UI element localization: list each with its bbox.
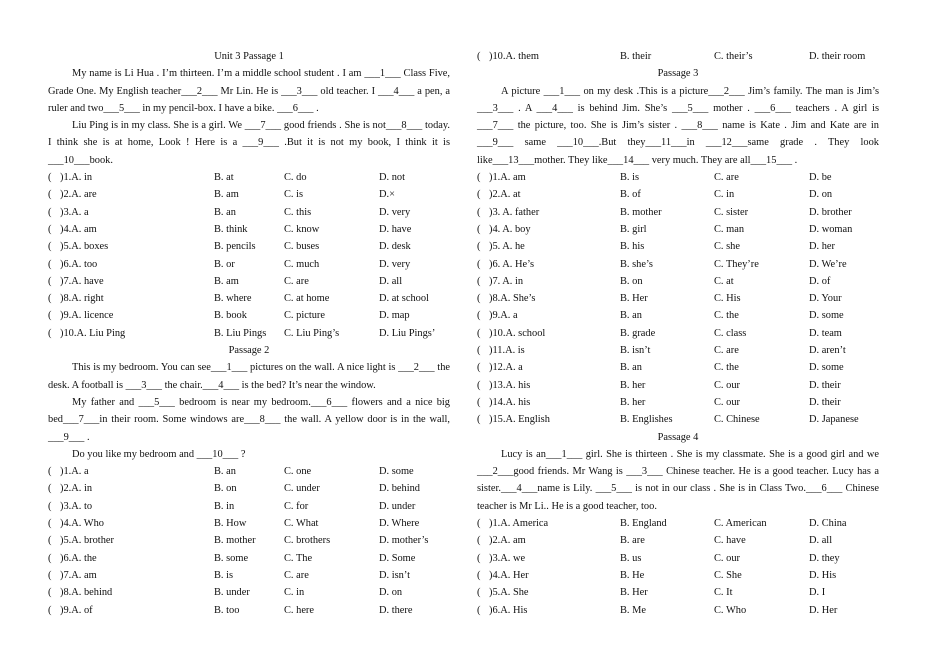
question-row (477, 48, 879, 65)
answer-bracket: ( (477, 327, 481, 339)
question-row (48, 325, 450, 342)
question-option: D. have (379, 223, 412, 235)
passage-4-title: Passage 4 (657, 431, 699, 443)
question-option: D. there (379, 604, 413, 616)
answer-bracket: ( (48, 604, 52, 616)
answer-bracket: ( (477, 535, 481, 547)
question-option: C. our (714, 552, 740, 564)
answer-bracket: ( (48, 293, 52, 305)
question-option: B. am (214, 189, 239, 201)
question-option: D. all (379, 275, 403, 287)
answer-bracket: ( (477, 379, 481, 391)
question-option: C. here (284, 604, 315, 616)
passage-2-questions (48, 463, 450, 619)
question-option: C. are (714, 172, 739, 184)
question-option: C. our (714, 379, 740, 391)
question-option: C. for (284, 500, 309, 512)
question-option: C. Liu Ping’s (284, 327, 340, 339)
question-option: B. England (620, 518, 667, 530)
question-row (48, 221, 450, 238)
question-row (477, 256, 879, 273)
question-row (48, 463, 450, 480)
question-option: C. picture (284, 310, 325, 322)
question-option: D. Your (809, 293, 842, 305)
question-row (48, 290, 450, 307)
left-column (48, 48, 450, 619)
question-option: B. Her (620, 587, 648, 599)
question-option-a: )3.A. we (489, 552, 526, 564)
question-option-a: )10.A. them (489, 51, 539, 62)
question-row (477, 567, 879, 584)
question-option: C. the (714, 310, 739, 322)
answer-bracket: ( (48, 500, 52, 512)
question-option: B. in (214, 500, 235, 512)
question-option: C. man (714, 223, 745, 235)
question-row (48, 550, 450, 567)
question-row (477, 307, 879, 324)
passage-2-title: Passage 2 (228, 345, 270, 357)
question-row (48, 273, 450, 290)
question-row (48, 186, 450, 203)
question-option: D. they (809, 552, 840, 564)
question-option: B. her (620, 379, 646, 391)
question-option-a: )4.A. Who (60, 518, 104, 530)
answer-bracket: ( (477, 569, 481, 581)
question-option: B. Her (620, 293, 648, 305)
question-option: D. at school (379, 293, 429, 305)
question-option: B. think (214, 223, 248, 235)
question-option-a: )2.A. at (489, 189, 521, 201)
question-row (477, 221, 879, 238)
answer-bracket: ( (48, 466, 52, 478)
question-option-a: )13.A. his (489, 379, 531, 391)
question-option: C. class (714, 327, 747, 339)
answer-bracket: ( (48, 535, 52, 547)
question-row (48, 204, 450, 221)
question-option: D. China (809, 518, 847, 530)
question-option: D. very (379, 258, 411, 270)
question-option: C. buses (284, 241, 320, 253)
question-option-a: )9.A. a (489, 310, 518, 322)
question-option: C. American (714, 518, 767, 530)
question-option: D. map (379, 310, 410, 322)
question-option-a: )1.A. a (60, 466, 89, 478)
question-option-a: )5.A. brother (60, 535, 114, 547)
question-option: D. their (809, 379, 841, 391)
question-option: C. have (714, 535, 746, 547)
question-option: D. Japanese (809, 414, 859, 426)
question-option: C. do (284, 172, 307, 184)
question-option-a: )3.A. a (60, 206, 89, 218)
answer-bracket: ( (48, 483, 52, 495)
question-option: C. The (284, 552, 313, 564)
question-option: C. What (284, 518, 319, 530)
question-row (48, 256, 450, 273)
question-option-a: )3.A. to (60, 500, 93, 512)
question-option: D. brother (809, 206, 852, 218)
question-option: B. girl (620, 223, 647, 235)
question-option-a: )6.A. too (60, 258, 98, 270)
question-option-a: )6. A. He’s (489, 258, 535, 270)
question-option: C. their’s (714, 51, 753, 62)
paragraph: Lucy is an___1___ girl. She is thirteen . She is my classmate. She is a good girl and we ___2___good friends. Mr Wang is ___3___ Chinese teacher. He is a good teacher. Lucy has a sister.___4___name is Lily. ___5___ is not in our class . She is in Class Two.___6___ Chinese teacher is Mr Li.. He is a good teacher, too. (477, 448, 879, 512)
question-option-a: )5.A. boxes (60, 241, 109, 253)
question-row (477, 290, 879, 307)
passage-2-text (48, 359, 450, 463)
question-row (477, 411, 879, 428)
question-option: B. she’s (620, 258, 653, 270)
answer-bracket: ( (48, 310, 52, 322)
question-option: B. Liu Pings (214, 327, 267, 339)
question-option: D. some (379, 466, 414, 478)
question-option: D. on (379, 587, 403, 599)
question-option: D. of (809, 275, 831, 287)
answer-bracket: ( (477, 293, 481, 305)
question-option: B. where (214, 293, 252, 305)
question-option: C. are (714, 345, 739, 357)
answer-bracket: ( (477, 362, 481, 374)
question-option-a: )4. A. boy (489, 223, 531, 235)
question-option: B. an (620, 362, 642, 374)
answer-bracket: ( (477, 241, 481, 253)
question-row (477, 602, 879, 619)
question-row (477, 169, 879, 186)
answer-bracket: ( (48, 189, 52, 201)
question-option: C. brothers (284, 535, 331, 547)
answer-bracket: ( (477, 396, 481, 408)
question-option: C. It (714, 587, 733, 599)
question-option-a: )5. A. he (489, 241, 525, 253)
answer-bracket: ( (477, 552, 481, 564)
question-row (48, 498, 450, 515)
question-option: C. Who (714, 604, 747, 616)
question-option: D. some (809, 310, 844, 322)
question-option-a: )14.A. his (489, 396, 531, 408)
question-row (477, 515, 879, 532)
question-option: D. His (809, 569, 837, 581)
right-column (477, 48, 879, 619)
question-row (48, 169, 450, 186)
question-row (477, 359, 879, 376)
question-row (477, 550, 879, 567)
answer-bracket: ( (48, 569, 52, 581)
question-option-a: )2.A. in (60, 483, 93, 495)
answer-bracket: ( (477, 172, 481, 184)
question-option: B. an (214, 466, 236, 478)
answer-bracket: ( (477, 604, 481, 616)
question-option: D.× (379, 189, 395, 201)
question-option: C. the (714, 362, 739, 374)
question-option: C. She (714, 569, 742, 581)
answer-bracket: ( (48, 172, 52, 184)
question-option: C. in (284, 587, 305, 599)
question-option: B. an (620, 310, 642, 322)
question-option: C. much (284, 258, 320, 270)
question-option: B. isn’t (620, 345, 651, 357)
paragraph: Liu Ping is in my class. She is a girl. We ___7___ good friends . She is not___8___ today. I think she is at home, Look ! Here is a ___9___ .But it is not my book, I think it is ___10___book. (48, 120, 450, 166)
question-option: B. is (214, 569, 234, 581)
question-option: C. one (284, 466, 312, 478)
answer-bracket: ( (48, 552, 52, 564)
passage-1-title: Unit 3 Passage 1 (214, 51, 284, 62)
answer-bracket: ( (477, 310, 481, 322)
question-option: D. her (809, 241, 835, 253)
question-option: D. be (809, 172, 832, 184)
answer-bracket: ( (48, 587, 52, 599)
question-option: D. mother’s (379, 535, 429, 547)
question-option-a: )7.A. am (60, 569, 97, 581)
question-option: B. are (620, 535, 645, 547)
question-option: B. mother (214, 535, 256, 547)
question-option: D. desk (379, 241, 411, 253)
passage-3-title: Passage 3 (657, 68, 699, 80)
question-option: D. Where (379, 518, 420, 530)
answer-bracket: ( (477, 587, 481, 599)
answer-bracket: ( (477, 206, 481, 218)
answer-bracket: ( (477, 414, 481, 426)
answer-bracket: ( (48, 327, 52, 339)
answer-bracket: ( (477, 258, 481, 270)
question-option: B. He (620, 569, 645, 581)
question-option: C. at home (284, 293, 330, 305)
question-row (477, 238, 879, 255)
question-option-a: )12.A. a (489, 362, 523, 374)
paragraph: This is my bedroom. You can see___1___ pictures on the wall. A nice light is ___2___ the desk. A football is ___3___ the chair.___4___ is the bed? It’s near the window. (48, 362, 450, 391)
question-option: D. their room (809, 51, 866, 62)
question-row (477, 394, 879, 411)
answer-bracket: ( (48, 518, 52, 530)
question-option: C. this (284, 206, 312, 218)
question-option: C. are (284, 275, 309, 287)
question-option: B. is (620, 172, 640, 184)
question-option: D. We’re (809, 258, 847, 270)
question-option: D. Liu Pings’ (379, 327, 436, 339)
question-option: B. How (214, 518, 247, 530)
question-row (48, 532, 450, 549)
question-row (48, 602, 450, 619)
question-option: B. his (620, 241, 645, 253)
paragraph: My father and ___5___ bedroom is near my bedroom.___6___ flowers and a nice big bed___7___in their room. Some windows are___8___ the wall. A yellow door is in the wall, ___9___ . (48, 396, 450, 443)
answer-bracket: ( (477, 518, 481, 530)
question-option-a: )7.A. have (60, 275, 104, 287)
question-option: C. know (284, 223, 320, 235)
question-option: B. too (214, 604, 240, 616)
question-option-a: )4.A. Her (489, 569, 529, 581)
question-option-a: )2.A. am (489, 535, 526, 547)
question-option: D. isn’t (379, 569, 410, 581)
question-option: C. sister (714, 206, 749, 218)
question-option-a: )11.A. is (489, 345, 525, 357)
question-option: D. all (809, 535, 833, 547)
question-option-a: )2.A. are (60, 189, 97, 201)
question-row (48, 307, 450, 324)
question-row (477, 204, 879, 221)
question-option-a: )9.A. of (60, 604, 93, 616)
question-option: B. Englishes (620, 414, 673, 426)
passage-3-questions (477, 169, 879, 428)
passage-2-question-10 (477, 48, 879, 65)
question-row (48, 515, 450, 532)
paragraph: Do you like my bedroom and ___10___ ? (72, 448, 246, 460)
question-option: B. pencils (214, 241, 256, 253)
question-option: C. are (284, 569, 309, 581)
question-option-a: )10.A. Liu Ping (60, 327, 126, 339)
question-row (477, 325, 879, 342)
question-option: D. Some (379, 552, 416, 564)
answer-bracket: ( (48, 223, 52, 235)
question-option: C. in (714, 189, 735, 201)
question-option: D. under (379, 500, 416, 512)
question-option: B. book (214, 310, 247, 322)
question-row (48, 584, 450, 601)
question-row (477, 584, 879, 601)
paragraph: A picture ___1___ on my desk .This is a picture___2___ Jim’s family. The man is Jim’s ___3___ . A ___4___ is behind Jim. She’s ___5___ mother . ___6___ teachers . A girl is ___7___ the picture, too. She is Jim’s sister . ___8___ name is Kate . Jim and Kate are in ___9___ same ___10___.But they___11___in ___12___same grade . They look like___13___mother. They like___14___ very much. They are all___15___ . (477, 85, 879, 166)
question-option-a: )1.A. am (489, 172, 526, 184)
question-option-a: )15.A. English (489, 414, 550, 426)
question-row (48, 567, 450, 584)
answer-bracket: ( (477, 189, 481, 201)
question-option: B. her (620, 396, 646, 408)
answer-bracket: ( (48, 275, 52, 287)
question-option: C. she (714, 241, 740, 253)
question-option-a: )8.A. right (60, 293, 104, 305)
question-option: D. their (809, 396, 841, 408)
passage-4-questions (477, 515, 879, 619)
question-option: B. am (214, 275, 239, 287)
answer-bracket: ( (48, 258, 52, 270)
question-option: D. aren’t (809, 345, 846, 357)
question-option-a: )1.A. in (60, 172, 93, 184)
question-option-a: )6.A. the (60, 552, 97, 564)
question-option: D. not (379, 172, 405, 184)
question-row (477, 532, 879, 549)
question-option: D. team (809, 327, 842, 339)
question-option: C. is (284, 189, 304, 201)
question-option: C. They’re (714, 258, 759, 270)
question-option: B. an (214, 206, 236, 218)
question-option: C. at (714, 275, 734, 287)
passage-4-text (477, 446, 879, 515)
question-option: B. Me (620, 604, 646, 616)
question-option: D. very (379, 206, 411, 218)
question-option: D. woman (809, 223, 853, 235)
question-option: D. on (809, 189, 833, 201)
passage-1-questions (48, 169, 450, 342)
question-option-a: )3. A. father (489, 206, 540, 218)
question-option-a: )9.A. licence (60, 310, 114, 322)
answer-bracket: ( (477, 51, 481, 62)
question-option-a: )5.A. She (489, 587, 529, 599)
answer-bracket: ( (477, 275, 481, 287)
question-option: B. on (214, 483, 237, 495)
question-option: B. or (214, 258, 235, 270)
question-row (48, 238, 450, 255)
question-option: B. on (620, 275, 643, 287)
question-option: B. some (214, 552, 249, 564)
question-option: C. under (284, 483, 320, 495)
question-option: B. their (620, 51, 652, 62)
question-row (477, 186, 879, 203)
question-option: D. I (809, 587, 826, 599)
question-option: B. under (214, 587, 250, 599)
question-option: D. some (809, 362, 844, 374)
question-option: B. of (620, 189, 641, 201)
question-option-a: )1.A. America (489, 518, 549, 530)
answer-bracket: ( (48, 206, 52, 218)
question-option: B. at (214, 172, 234, 184)
question-option-a: )8.A. behind (60, 587, 113, 599)
question-row (477, 377, 879, 394)
answer-bracket: ( (477, 223, 481, 235)
answer-bracket: ( (48, 241, 52, 253)
question-option-a: )8.A. She’s (489, 293, 536, 305)
passage-1-text (48, 65, 450, 169)
question-option-a: )10.A. school (489, 327, 546, 339)
question-row (48, 480, 450, 497)
question-row (477, 273, 879, 290)
question-option: C. His (714, 293, 741, 305)
question-option: D. Her (809, 604, 838, 616)
question-option: B. us (620, 552, 642, 564)
question-option: B. grade (620, 327, 656, 339)
question-option-a: )7. A. in (489, 275, 524, 287)
question-option: B. mother (620, 206, 662, 218)
question-option: D. behind (379, 483, 420, 495)
passage-3-text (477, 83, 879, 169)
question-row (477, 342, 879, 359)
question-option: C. our (714, 396, 740, 408)
paragraph: My name is Li Hua . I’m thirteen. I’m a middle school student . I am ___1___ Class Five, Grade One. My English teacher___2___ Mr Lin. He is ___3___ old teacher. I ___4___ a pen, a ruler and two___5___ in my pencil-box. I have a bike. ___6___ . (48, 68, 450, 114)
question-option-a: )6.A. His (489, 604, 528, 616)
question-option: C. Chinese (714, 414, 760, 426)
question-option-a: )4.A. am (60, 223, 97, 235)
answer-bracket: ( (477, 345, 481, 357)
